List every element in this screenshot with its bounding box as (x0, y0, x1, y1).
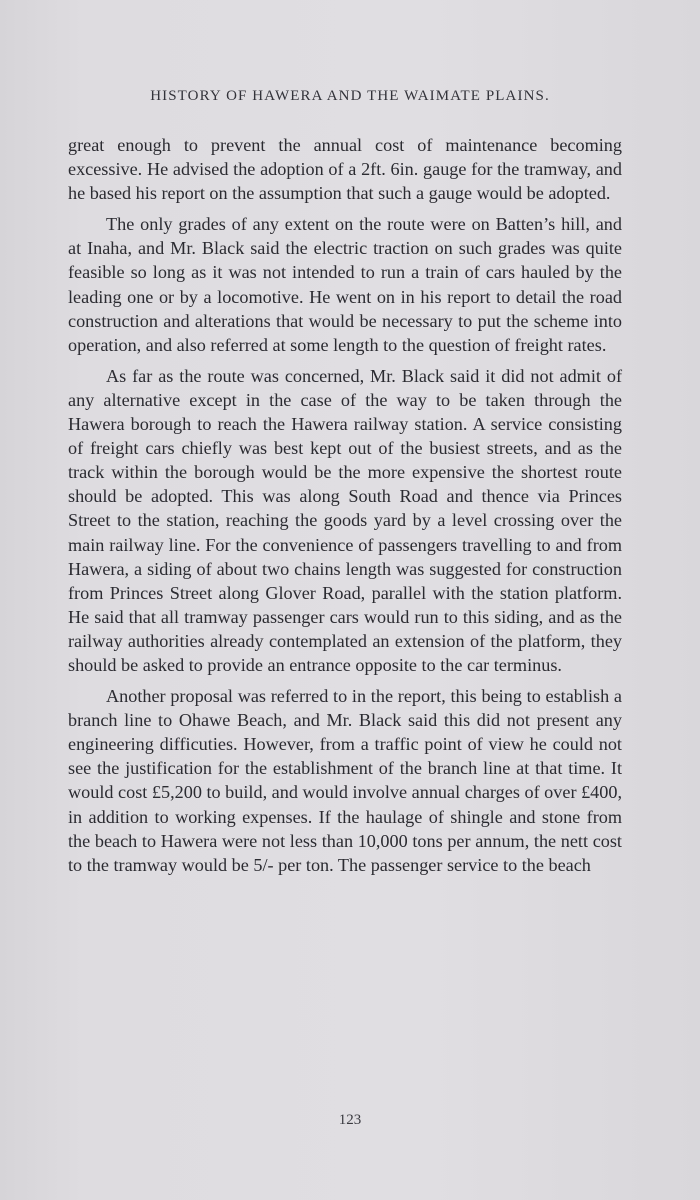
paragraph-branch-line: Another proposal was referred to in the report, this being to establish a branch line to Ohawe Beach, and Mr. Black said this did not present any engineering difficuties. However, from a traffic point of view he could not see the justification for the establishment of the branch line at that time. It would cost £5,200 to build, and would involve annual charges of over £400, in addition to working expenses. If the haulage of shingle and stone from the beach to Hawera were not less than 10,000 tons per annum, the nett cost to the tramway would be 5/- per ton. The passenger service to the beach (68, 686, 622, 875)
paragraph-grades: The only grades of any extent on the route were on Batten’s hill, and at Inaha, and Mr. Black said the electric traction on such grades was quite feasible so long as it was not intended to run a train of cars hauled by the leading one or by a locomotive. He went on in his report to detail the road construction and alterations that would be necessary to put the scheme into operation, and also referred at some length to the question of freight rates. (68, 214, 622, 355)
body-text (68, 133, 622, 884)
paragraph-route: As far as the route was concerned, Mr. Black said it did not admit of any alternative except in the case of the way to be taken through the Hawera borough to reach the Hawera railway station. A service consisting of freight cars chiefly was best kept out of the busiest streets, and as the track within the borough would be the more expensive the shortest route should be adopted. This was along South Road and thence via Princes Street to the station, reaching the goods yard by a level crossing over the main railway line. For the convenience of passengers travelling to and from Hawera, a siding of about two chains length was suggested for construction from Princes Street along Glover Road, parallel with the station platform. He said that all tramway passenger cars would run to this siding, and as the railway authorities already contemplated an extension of the platform, they should be asked to provide an entrance opposite to the car terminus. (68, 365, 622, 675)
page-number: 123 (338, 1112, 362, 1128)
paragraph-continuation: great enough to prevent the annual cost of maintenance becoming excessive. He advised the adoption of a 2ft. 6in. gauge for the tramway, and he based his report on the assumption that such a gauge would be adopted. (68, 135, 622, 204)
running-title: HISTORY OF HAWERA AND THE WAIMATE PLAINS. (150, 88, 550, 104)
